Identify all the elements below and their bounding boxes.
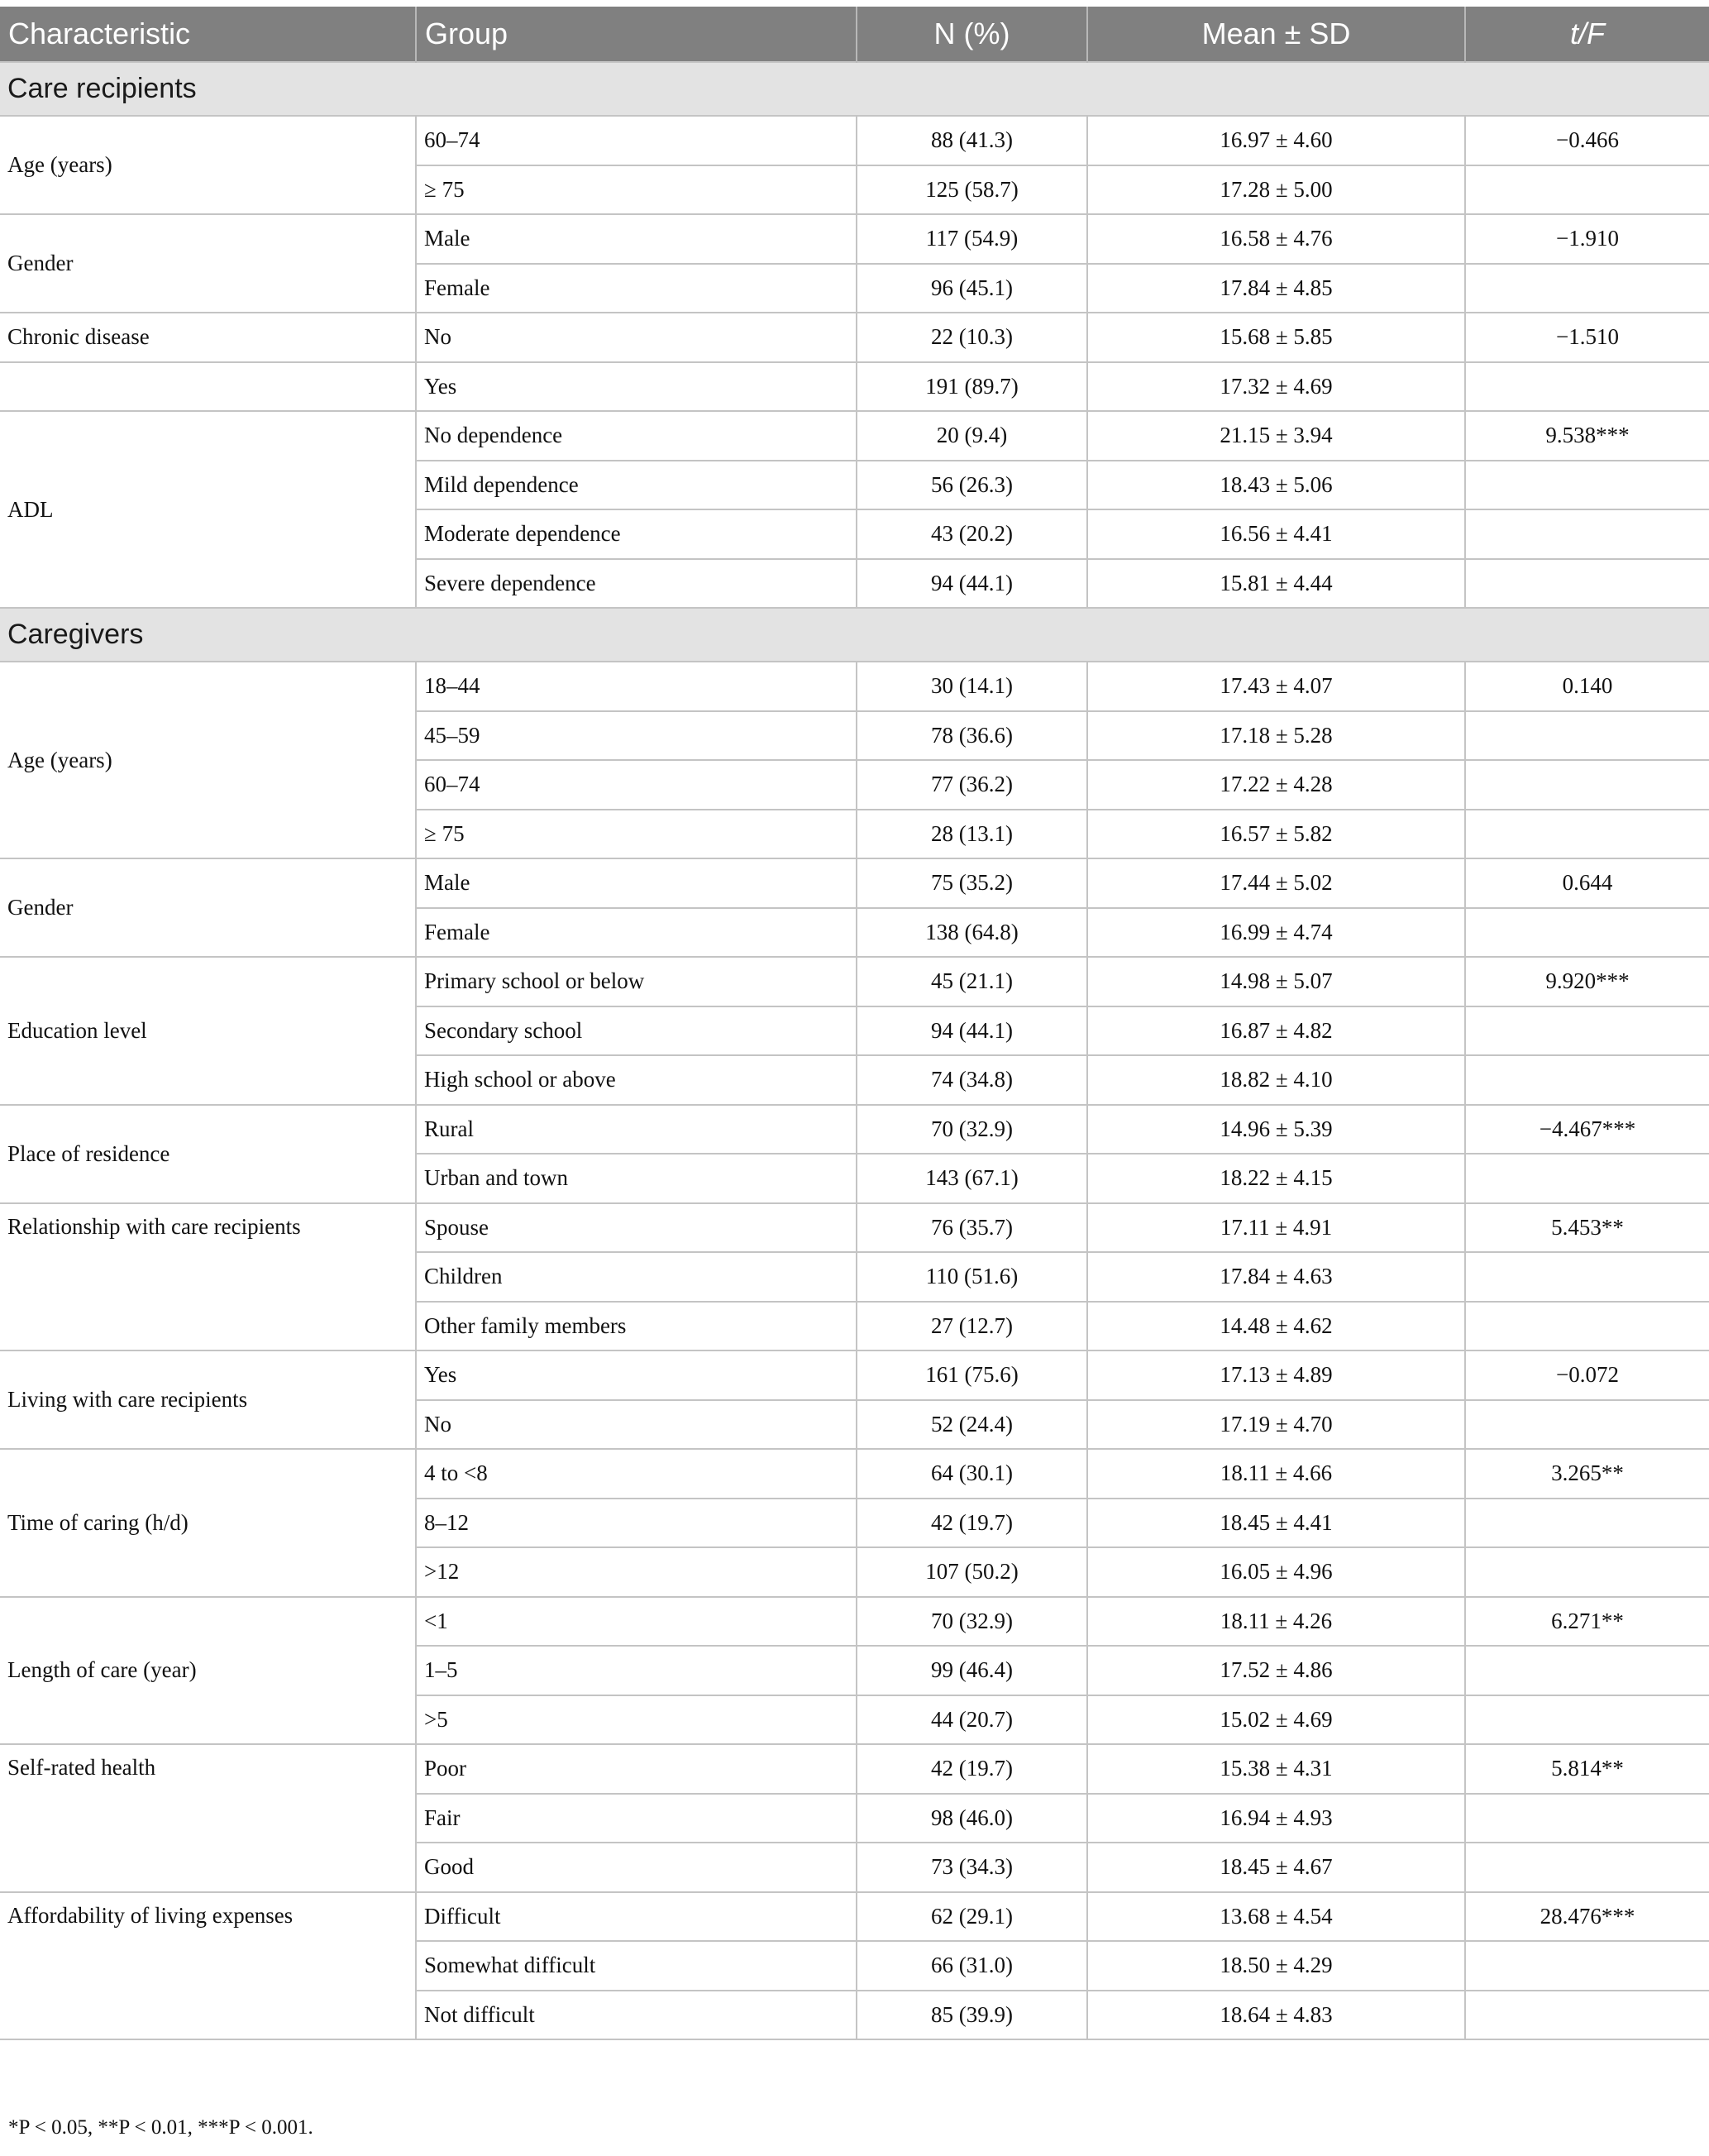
- group-cell: Female: [416, 264, 857, 313]
- stat-cell: 9.920***: [1465, 957, 1709, 1006]
- section-title: Care recipients: [0, 62, 1709, 116]
- group-cell: Not difficult: [416, 1991, 857, 2040]
- n-percent-cell: 52 (24.4): [857, 1400, 1087, 1450]
- characteristic-cell: Age (years): [0, 662, 416, 858]
- characteristic-cell: Chronic disease: [0, 313, 416, 362]
- header-mean-sd: Mean ± SD: [1087, 7, 1465, 62]
- group-cell: 60–74: [416, 760, 857, 810]
- stat-cell: [1465, 1695, 1709, 1745]
- table-row: [0, 1449, 1709, 1499]
- table-row: [0, 116, 1709, 165]
- stat-cell: [1465, 1547, 1709, 1597]
- mean-sd-cell: 15.68 ± 5.85: [1087, 313, 1465, 362]
- footnote: *P < 0.05, **P < 0.01, ***P < 0.001.: [8, 2116, 313, 2139]
- stat-cell: [1465, 509, 1709, 559]
- n-percent-cell: 20 (9.4): [857, 411, 1087, 461]
- table-row: [0, 411, 1709, 461]
- n-percent-cell: 77 (36.2): [857, 760, 1087, 810]
- table-row: [0, 313, 1709, 362]
- mean-sd-cell: 18.50 ± 4.29: [1087, 1941, 1465, 1991]
- stat-cell: [1465, 1252, 1709, 1302]
- mean-sd-cell: 18.64 ± 4.83: [1087, 1991, 1465, 2040]
- n-percent-cell: 94 (44.1): [857, 1006, 1087, 1056]
- stat-cell: −0.072: [1465, 1350, 1709, 1400]
- group-cell: Rural: [416, 1105, 857, 1154]
- characteristic-cell: [0, 362, 416, 412]
- stat-cell: [1465, 1400, 1709, 1450]
- stat-cell: [1465, 1499, 1709, 1548]
- table-row: [0, 1203, 1709, 1253]
- stat-cell: [1465, 461, 1709, 510]
- stat-cell: [1465, 362, 1709, 412]
- stat-cell: 5.453**: [1465, 1203, 1709, 1253]
- group-cell: >5: [416, 1695, 857, 1745]
- group-cell: 8–12: [416, 1499, 857, 1548]
- group-cell: No dependence: [416, 411, 857, 461]
- n-percent-cell: 78 (36.6): [857, 711, 1087, 761]
- section-row: [0, 608, 1709, 662]
- stat-cell: 9.538***: [1465, 411, 1709, 461]
- mean-sd-cell: 16.87 ± 4.82: [1087, 1006, 1465, 1056]
- group-cell: ≥ 75: [416, 165, 857, 215]
- n-percent-cell: 117 (54.9): [857, 214, 1087, 264]
- characteristic-cell: Education level: [0, 957, 416, 1105]
- mean-sd-cell: 18.43 ± 5.06: [1087, 461, 1465, 510]
- stat-cell: [1465, 1991, 1709, 2040]
- mean-sd-cell: 17.84 ± 4.63: [1087, 1252, 1465, 1302]
- n-percent-cell: 45 (21.1): [857, 957, 1087, 1006]
- n-percent-cell: 64 (30.1): [857, 1449, 1087, 1499]
- characteristic-cell: Time of caring (h/d): [0, 1449, 416, 1597]
- table-row: [0, 214, 1709, 264]
- group-cell: Female: [416, 908, 857, 958]
- n-percent-cell: 96 (45.1): [857, 264, 1087, 313]
- header-n-percent: N (%): [857, 7, 1087, 62]
- mean-sd-cell: 14.98 ± 5.07: [1087, 957, 1465, 1006]
- stat-cell: [1465, 1302, 1709, 1351]
- stat-cell: −4.467***: [1465, 1105, 1709, 1154]
- characteristic-cell: Age (years): [0, 116, 416, 214]
- stat-cell: [1465, 1055, 1709, 1105]
- group-cell: <1: [416, 1597, 857, 1647]
- mean-sd-cell: 16.56 ± 4.41: [1087, 509, 1465, 559]
- table-row: [0, 1350, 1709, 1400]
- n-percent-cell: 161 (75.6): [857, 1350, 1087, 1400]
- stat-cell: [1465, 264, 1709, 313]
- mean-sd-cell: 17.11 ± 4.91: [1087, 1203, 1465, 1253]
- n-percent-cell: 42 (19.7): [857, 1499, 1087, 1548]
- n-percent-cell: 44 (20.7): [857, 1695, 1087, 1745]
- n-percent-cell: 143 (67.1): [857, 1154, 1087, 1203]
- group-cell: Male: [416, 214, 857, 264]
- stat-cell: −1.510: [1465, 313, 1709, 362]
- n-percent-cell: 30 (14.1): [857, 662, 1087, 711]
- mean-sd-cell: 17.52 ± 4.86: [1087, 1646, 1465, 1695]
- group-cell: Difficult: [416, 1892, 857, 1942]
- stat-cell: 6.271**: [1465, 1597, 1709, 1647]
- stat-cell: [1465, 1154, 1709, 1203]
- mean-sd-cell: 17.22 ± 4.28: [1087, 760, 1465, 810]
- n-percent-cell: 56 (26.3): [857, 461, 1087, 510]
- section-row: [0, 62, 1709, 116]
- group-cell: >12: [416, 1547, 857, 1597]
- n-percent-cell: 43 (20.2): [857, 509, 1087, 559]
- n-percent-cell: 76 (35.7): [857, 1203, 1087, 1253]
- mean-sd-cell: 17.43 ± 4.07: [1087, 662, 1465, 711]
- mean-sd-cell: 17.18 ± 5.28: [1087, 711, 1465, 761]
- n-percent-cell: 138 (64.8): [857, 908, 1087, 958]
- n-percent-cell: 70 (32.9): [857, 1597, 1087, 1647]
- n-percent-cell: 125 (58.7): [857, 165, 1087, 215]
- n-percent-cell: 73 (34.3): [857, 1843, 1087, 1892]
- group-cell: Poor: [416, 1744, 857, 1794]
- stat-cell: [1465, 908, 1709, 958]
- n-percent-cell: 85 (39.9): [857, 1991, 1087, 2040]
- mean-sd-cell: 17.84 ± 4.85: [1087, 264, 1465, 313]
- group-cell: 1–5: [416, 1646, 857, 1695]
- group-cell: Moderate dependence: [416, 509, 857, 559]
- characteristic-cell: Place of residence: [0, 1105, 416, 1203]
- group-cell: High school or above: [416, 1055, 857, 1105]
- group-cell: 18–44: [416, 662, 857, 711]
- group-cell: No: [416, 1400, 857, 1450]
- section-title: Caregivers: [0, 608, 1709, 662]
- n-percent-cell: 62 (29.1): [857, 1892, 1087, 1942]
- stat-cell: [1465, 1646, 1709, 1695]
- table-row: [0, 362, 1709, 412]
- n-percent-cell: 191 (89.7): [857, 362, 1087, 412]
- n-percent-cell: 88 (41.3): [857, 116, 1087, 165]
- table-row: [0, 1892, 1709, 1942]
- group-cell: Other family members: [416, 1302, 857, 1351]
- n-percent-cell: 94 (44.1): [857, 559, 1087, 609]
- mean-sd-cell: 16.05 ± 4.96: [1087, 1547, 1465, 1597]
- stat-cell: [1465, 1941, 1709, 1991]
- group-cell: Fair: [416, 1794, 857, 1843]
- mean-sd-cell: 15.02 ± 4.69: [1087, 1695, 1465, 1745]
- group-cell: Urban and town: [416, 1154, 857, 1203]
- stat-cell: [1465, 1843, 1709, 1892]
- n-percent-cell: 28 (13.1): [857, 810, 1087, 859]
- characteristic-cell: Length of care (year): [0, 1597, 416, 1745]
- mean-sd-cell: 18.11 ± 4.66: [1087, 1449, 1465, 1499]
- mean-sd-cell: 17.28 ± 5.00: [1087, 165, 1465, 215]
- characteristic-cell: ADL: [0, 411, 416, 608]
- group-cell: Severe dependence: [416, 559, 857, 609]
- stat-cell: [1465, 1794, 1709, 1843]
- data-table: [0, 7, 1709, 2040]
- mean-sd-cell: 16.99 ± 4.74: [1087, 908, 1465, 958]
- stat-cell: [1465, 760, 1709, 810]
- n-percent-cell: 70 (32.9): [857, 1105, 1087, 1154]
- group-cell: 45–59: [416, 711, 857, 761]
- group-cell: Children: [416, 1252, 857, 1302]
- stat-cell: 0.644: [1465, 858, 1709, 908]
- mean-sd-cell: 18.45 ± 4.67: [1087, 1843, 1465, 1892]
- mean-sd-cell: 21.15 ± 3.94: [1087, 411, 1465, 461]
- header-characteristic: Characteristic: [0, 7, 416, 62]
- n-percent-cell: 75 (35.2): [857, 858, 1087, 908]
- characteristic-cell: Relationship with care recipients: [0, 1203, 416, 1351]
- n-percent-cell: 66 (31.0): [857, 1941, 1087, 1991]
- characteristic-cell: Gender: [0, 858, 416, 957]
- stat-cell: [1465, 810, 1709, 859]
- header-group: Group: [416, 7, 857, 62]
- table-row: [0, 662, 1709, 711]
- characteristic-cell: Self-rated health: [0, 1744, 416, 1892]
- stat-cell: 0.140: [1465, 662, 1709, 711]
- stat-cell: −0.466: [1465, 116, 1709, 165]
- table-row: [0, 858, 1709, 908]
- mean-sd-cell: 18.11 ± 4.26: [1087, 1597, 1465, 1647]
- n-percent-cell: 110 (51.6): [857, 1252, 1087, 1302]
- mean-sd-cell: 17.19 ± 4.70: [1087, 1400, 1465, 1450]
- mean-sd-cell: 15.38 ± 4.31: [1087, 1744, 1465, 1794]
- table-row: [0, 1744, 1709, 1794]
- mean-sd-cell: 15.81 ± 4.44: [1087, 559, 1465, 609]
- group-cell: 4 to <8: [416, 1449, 857, 1499]
- group-cell: Secondary school: [416, 1006, 857, 1056]
- group-cell: ≥ 75: [416, 810, 857, 859]
- n-percent-cell: 99 (46.4): [857, 1646, 1087, 1695]
- mean-sd-cell: 14.48 ± 4.62: [1087, 1302, 1465, 1351]
- group-cell: Primary school or below: [416, 957, 857, 1006]
- characteristic-cell: Living with care recipients: [0, 1350, 416, 1449]
- mean-sd-cell: 16.94 ± 4.93: [1087, 1794, 1465, 1843]
- mean-sd-cell: 17.44 ± 5.02: [1087, 858, 1465, 908]
- n-percent-cell: 27 (12.7): [857, 1302, 1087, 1351]
- n-percent-cell: 107 (50.2): [857, 1547, 1087, 1597]
- stat-cell: 3.265**: [1465, 1449, 1709, 1499]
- stat-cell: [1465, 711, 1709, 761]
- mean-sd-cell: 14.96 ± 5.39: [1087, 1105, 1465, 1154]
- group-cell: Mild dependence: [416, 461, 857, 510]
- mean-sd-cell: 16.97 ± 4.60: [1087, 116, 1465, 165]
- group-cell: Somewhat difficult: [416, 1941, 857, 1991]
- table-row: [0, 957, 1709, 1006]
- mean-sd-cell: 13.68 ± 4.54: [1087, 1892, 1465, 1942]
- mean-sd-cell: 18.45 ± 4.41: [1087, 1499, 1465, 1548]
- mean-sd-cell: 18.82 ± 4.10: [1087, 1055, 1465, 1105]
- table-row: [0, 1105, 1709, 1154]
- stat-cell: [1465, 1006, 1709, 1056]
- mean-sd-cell: 17.13 ± 4.89: [1087, 1350, 1465, 1400]
- stat-cell: 28.476***: [1465, 1892, 1709, 1942]
- group-cell: 60–74: [416, 116, 857, 165]
- stat-cell: [1465, 165, 1709, 215]
- characteristic-cell: Affordability of living expenses: [0, 1892, 416, 2040]
- mean-sd-cell: 18.22 ± 4.15: [1087, 1154, 1465, 1203]
- n-percent-cell: 22 (10.3): [857, 313, 1087, 362]
- n-percent-cell: 74 (34.8): [857, 1055, 1087, 1105]
- header-row: [0, 7, 1709, 62]
- mean-sd-cell: 16.58 ± 4.76: [1087, 214, 1465, 264]
- stat-cell: 5.814**: [1465, 1744, 1709, 1794]
- characteristic-cell: Gender: [0, 214, 416, 313]
- stat-cell: −1.910: [1465, 214, 1709, 264]
- group-cell: Good: [416, 1843, 857, 1892]
- group-cell: Yes: [416, 1350, 857, 1400]
- mean-sd-cell: 17.32 ± 4.69: [1087, 362, 1465, 412]
- group-cell: Male: [416, 858, 857, 908]
- group-cell: No: [416, 313, 857, 362]
- n-percent-cell: 42 (19.7): [857, 1744, 1087, 1794]
- n-percent-cell: 98 (46.0): [857, 1794, 1087, 1843]
- table-row: [0, 1597, 1709, 1647]
- group-cell: Yes: [416, 362, 857, 412]
- group-cell: Spouse: [416, 1203, 857, 1253]
- header-t-f: t/F: [1465, 7, 1709, 62]
- stat-cell: [1465, 559, 1709, 609]
- mean-sd-cell: 16.57 ± 5.82: [1087, 810, 1465, 859]
